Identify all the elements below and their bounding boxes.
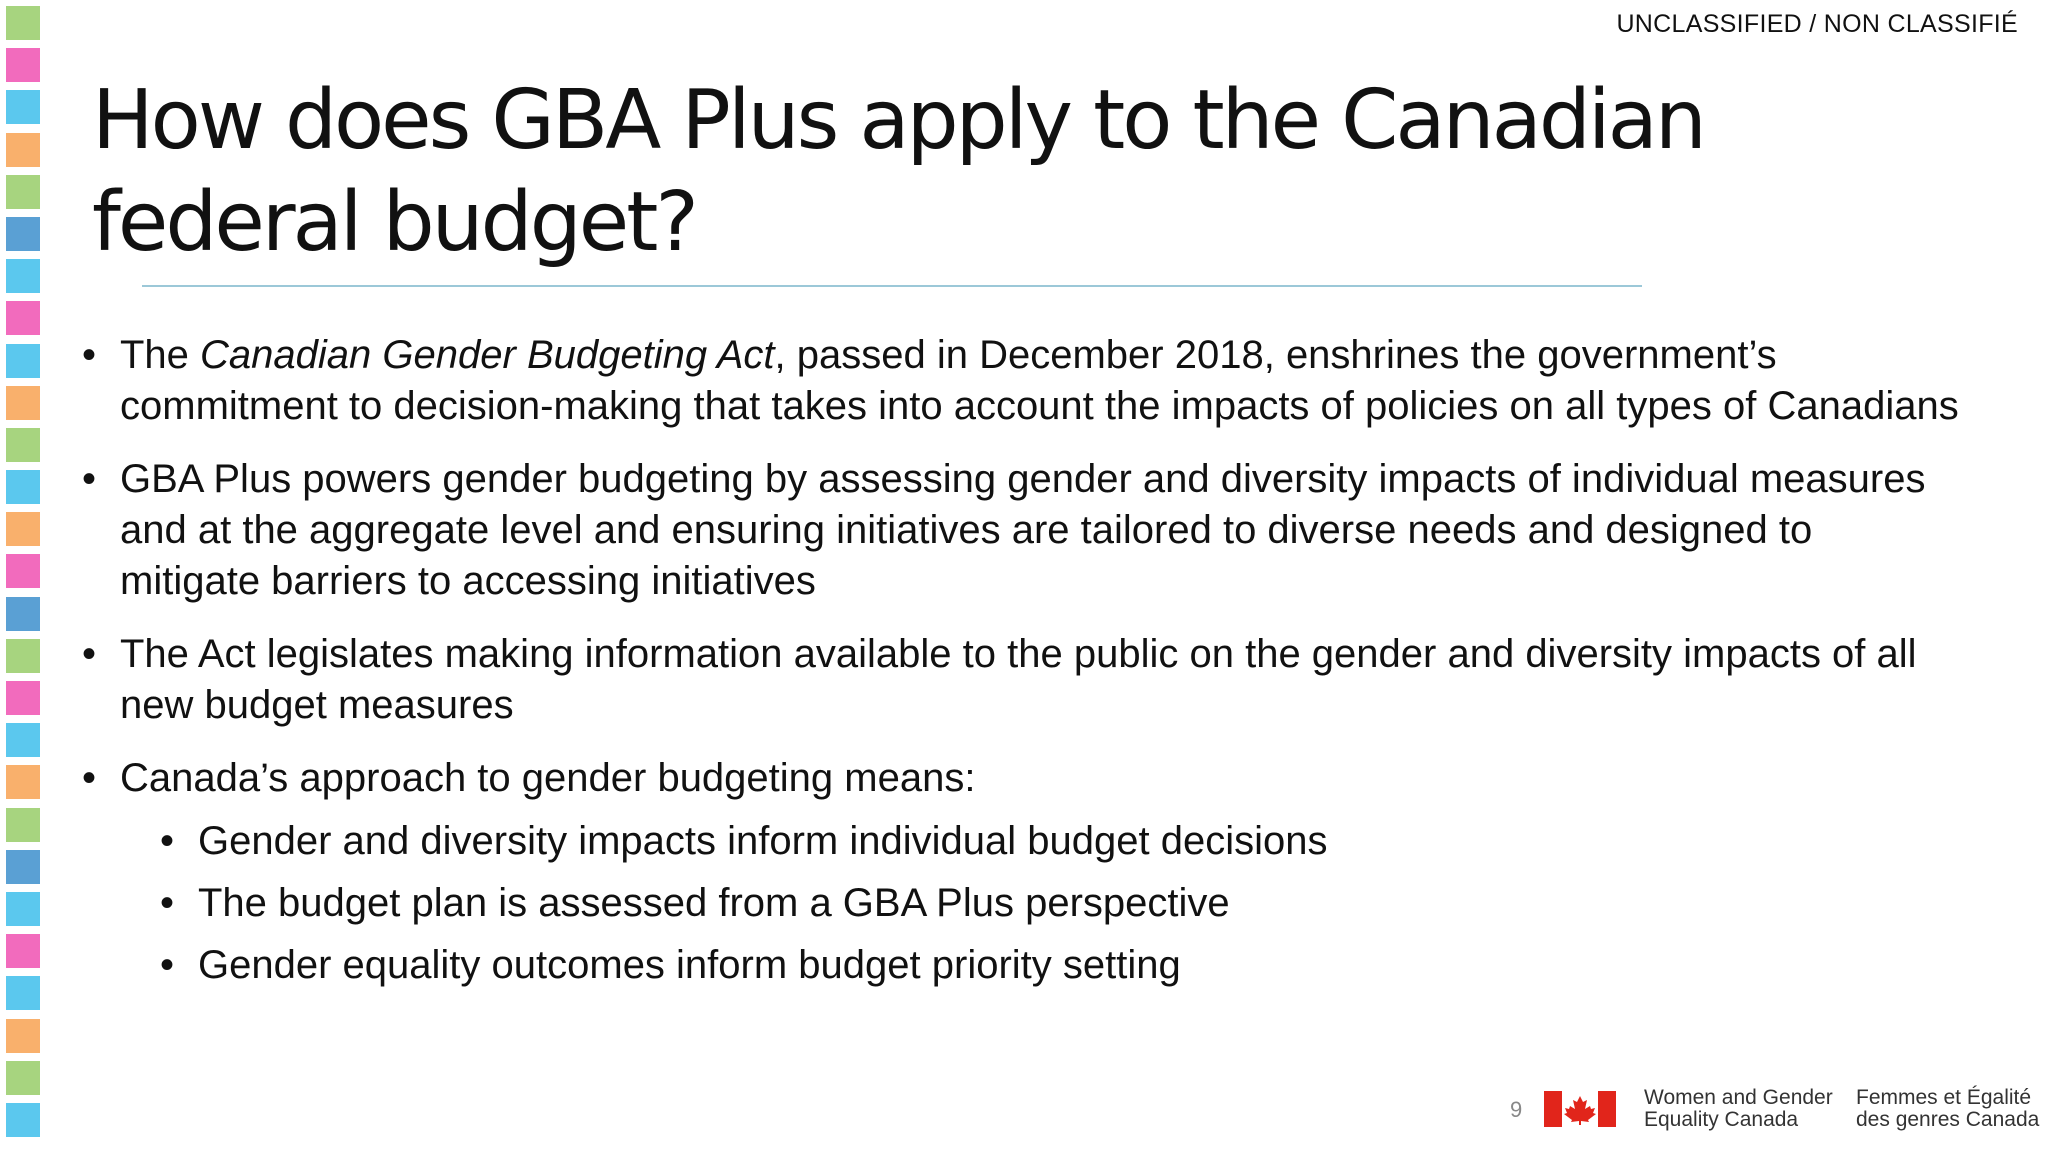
strip-square: [6, 133, 40, 167]
strip-square: [6, 1103, 40, 1137]
page-number: 9: [1510, 1097, 1523, 1122]
strip-square: [6, 976, 40, 1010]
strip-square: [6, 639, 40, 673]
strip-square: [6, 6, 40, 40]
bullet-list: [82, 330, 1962, 1002]
strip-square: [6, 554, 40, 588]
strip-square: [6, 217, 40, 251]
footer: [1500, 1085, 2040, 1141]
strip-square: [6, 175, 40, 209]
strip-square: [6, 892, 40, 926]
bullet-text: The: [120, 333, 201, 377]
wordmark-line: des genres Canada: [1856, 1108, 2040, 1131]
strip-square: [6, 723, 40, 757]
wordmark-french: [1856, 1087, 2039, 1131]
sub-bullet-item: • Gender and diversity impacts inform individual budget decisions: [160, 816, 1962, 867]
wordmark-line: Women and Gender: [1644, 1086, 1833, 1109]
strip-square: [6, 512, 40, 546]
bullet-item: • The Act legislates making information available to the public on the gender and diversity impacts of all new budget measures: [82, 629, 1962, 731]
strip-square: [6, 428, 40, 462]
strip-square: [6, 808, 40, 842]
title-line-1: How does GBA Plus apply to the Canadian: [92, 73, 1704, 168]
strip-square: [6, 386, 40, 420]
strip-square: [6, 1019, 40, 1053]
strip-square: [6, 344, 40, 378]
strip-square: [6, 597, 40, 631]
strip-square: [6, 470, 40, 504]
bullet-text: , passed in December 2018, enshrines the government’s commitment to decision-making that takes into account the impacts of policies on all types of Canadians: [120, 333, 1959, 428]
flag-right-band: [1598, 1091, 1616, 1127]
strip-square: [6, 48, 40, 82]
strip-square: [6, 301, 40, 335]
strip-square: [6, 765, 40, 799]
title-line-2: federal budget?: [92, 175, 696, 270]
title-divider: [142, 285, 1642, 287]
sub-bullet-item: • The budget plan is assessed from a GBA Plus perspective: [160, 878, 1962, 929]
canada-flag-icon: [1544, 1091, 1616, 1127]
wordmark-line: Femmes et Égalité: [1856, 1086, 2032, 1109]
bullet-item: • Canada’s approach to gender budgeting means:: [82, 753, 1962, 804]
bullet-item: • GBA Plus powers gender budgeting by assessing gender and diversity impacts of individual measures and at the aggregate level and ensuring initiatives are tailored to diverse needs and designed to mitigate barriers to accessing initiatives: [82, 454, 1962, 607]
strip-square: [6, 850, 40, 884]
wordmark-english: [1644, 1087, 1833, 1131]
flag-left-band: [1544, 1091, 1562, 1127]
strip-square: [6, 259, 40, 293]
strip-square: [6, 681, 40, 715]
classification-label: UNCLASSIFIED / NON CLASSIFIÉ: [1616, 10, 2018, 38]
act-name: Canadian Gender Budgeting Act: [200, 333, 775, 377]
wordmark-line: Equality Canada: [1644, 1108, 1799, 1131]
strip-square: [6, 90, 40, 124]
decorative-color-strip: [6, 6, 42, 1145]
slide-title: [92, 70, 1792, 274]
bullet-item: [82, 330, 1962, 432]
strip-square: [6, 934, 40, 968]
strip-square: [6, 1061, 40, 1095]
sub-bullet-item: • Gender equality outcomes inform budget priority setting: [160, 940, 1962, 991]
